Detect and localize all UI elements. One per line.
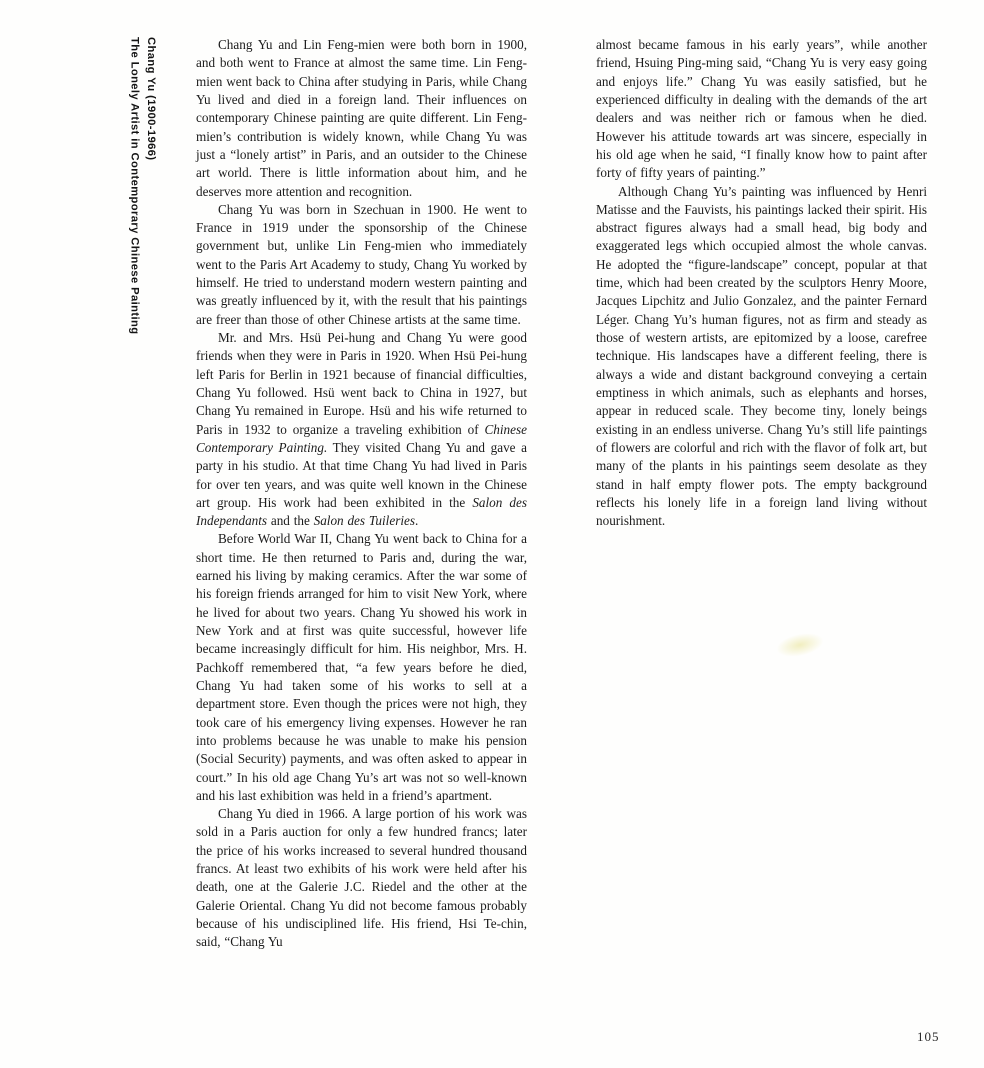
paragraph bbox=[596, 36, 927, 183]
paragraph bbox=[196, 201, 527, 329]
paragraph bbox=[196, 530, 527, 805]
scan-artifact bbox=[774, 629, 826, 660]
sidebar-title-sub: The Lonely Artist in Contemporary Chinese Painting bbox=[128, 37, 141, 335]
body-text: They visited Chang Yu and gave a party in his studio. At that time Chang Yu had lived in Paris for over ten years, and was quite well known in the Chinese art group. His work had been exhibited in the bbox=[196, 439, 527, 510]
sidebar-title-main: Chang Yu (1900-1966) bbox=[145, 37, 157, 161]
paragraph bbox=[196, 36, 527, 201]
body-text: and the bbox=[267, 513, 314, 529]
text-column-right bbox=[596, 36, 927, 530]
italic-text: Salon des Tuileries bbox=[313, 513, 415, 529]
page-number: 105 bbox=[917, 1029, 940, 1044]
body-text: Before World War II, Chang Yu went back to China for a short time. He then returned to Paris and, during the war, earned his living by making ceramics. After the war some of his foreign friends arranged for him to visit New York, where he lived for about two years. Chang Yu showed his work in New York and at first was quite successful, however life became increasingly difficult for him. His neighbor, Mrs. H. Pachkoff remembered that, “a few years before he died, Chang Yu had taken some of his works to sell at a department store. Even though the prices were not high, they took care of his emergency living expenses. However he ran into problems because he was unable to make his pension (Social Security) payments, and was often asked to appear in court.” In his old age Chang Yu’s art was not so well-known and his last exhibition was held in a friend’s apartment. bbox=[196, 531, 527, 803]
body-text: . bbox=[414, 513, 419, 529]
italic-text: Chinese Contemporary Painting. bbox=[196, 421, 527, 455]
body-text: Chang Yu was born in Szechuan in 1900. He went to France in 1919 under the sponsorship of the Chinese government but, unlike Lin Feng-mien who immediately went to the Paris Art Academy to study, Chang Yu worked by himself. He tried to understand modern western painting and was greatly influenced by it, with the result that his paintings are freer than those of other Chinese artists at the same time. bbox=[196, 201, 527, 327]
body-text: Mr. and Mrs. Hsü Pei-hung and Chang Yu were good friends when they were in Paris in 1920. When Hsü Pei-hung left Paris for Berlin in 1921 because of financial difficulties, Chang Yu followed. Hsü went back to China in 1927, but Chang Yu remained in Europe. Hsü and his wife returned to Paris in 1932 to organize a traveling exhibition of bbox=[196, 330, 527, 437]
paragraph bbox=[196, 329, 527, 530]
paragraph bbox=[196, 805, 527, 952]
body-text: Although Chang Yu’s painting was influenced by Henri Matisse and the Fauvists, his paintings lacked their spirit. His abstract figures always had a small head, big body and exaggerated legs which occupied almost the whole canvas. He adopted the “figure-landscape” concept, popular at that time, which had been created by the sculptors Henry Moore, Jacques Lipchitz and Julio Gonzalez, and the painter Fernard Léger. Chang Yu’s human figures, not as firm and steady as those of western artists, are epitomized by a loose, carefree technique. His landscapes have a different feeling, there is always a wide and distant background conveying a certain emptiness in which animals, such as elephants and horses, appear in reduced scale. They become tiny, lonely beings existing in an endless universe. Chang Yu’s still life paintings of flowers are colorful and rich with the flavor of folk art, but many of the plants in his paintings seem desolate as they stand in half empty flower pots. The empty background reflects his lonely life in a foreign land living without nourishment. bbox=[596, 183, 927, 529]
body-text: Chang Yu and Lin Feng-mien were both born in 1900, and both went to France at almost the same time. Lin Feng-mien went back to China after studying in Paris, while Chang Yu lived and died in a foreign land. Their influences on contemporary Chinese painting are quite different. Lin Feng-mien’s contribution is widely known, while Chang Yu was just a “lonely artist” in Paris, and an outsider to the Chinese art world. There is little information about him, and he deserves more attention and recognition. bbox=[196, 37, 527, 199]
body-text: almost became famous in his early years”, while another friend, Hsuing Ping-ming said, “Chang Yu is very easy going and enjoys life.” Chang Yu was easily satisfied, but he experienced difficulty in dealing with the demands of the art dealers and was neither rich or famous when he died. However his attitude towards art was sincere, especially in his old age when he said, “I finally know how to paint after forty of fifty years of painting.” bbox=[596, 37, 927, 181]
body-text: Chang Yu died in 1966. A large portion of his work was sold in a Paris auction for only a few hundred francs; later the price of his works increased to several hundred thousand francs. At least two exhibits of his work were held after his death, one at the Galerie J.C. Riedel and the other at the Galerie Oriental. Chang Yu did not become famous probably because of his undisciplined life. His friend, Hsi Te-chin, said, “Chang Yu bbox=[196, 806, 527, 950]
paragraph bbox=[596, 183, 927, 531]
italic-text: Salon des Independants bbox=[196, 494, 527, 529]
text-column-left bbox=[196, 36, 527, 952]
sidebar-vertical-title bbox=[126, 37, 159, 1017]
